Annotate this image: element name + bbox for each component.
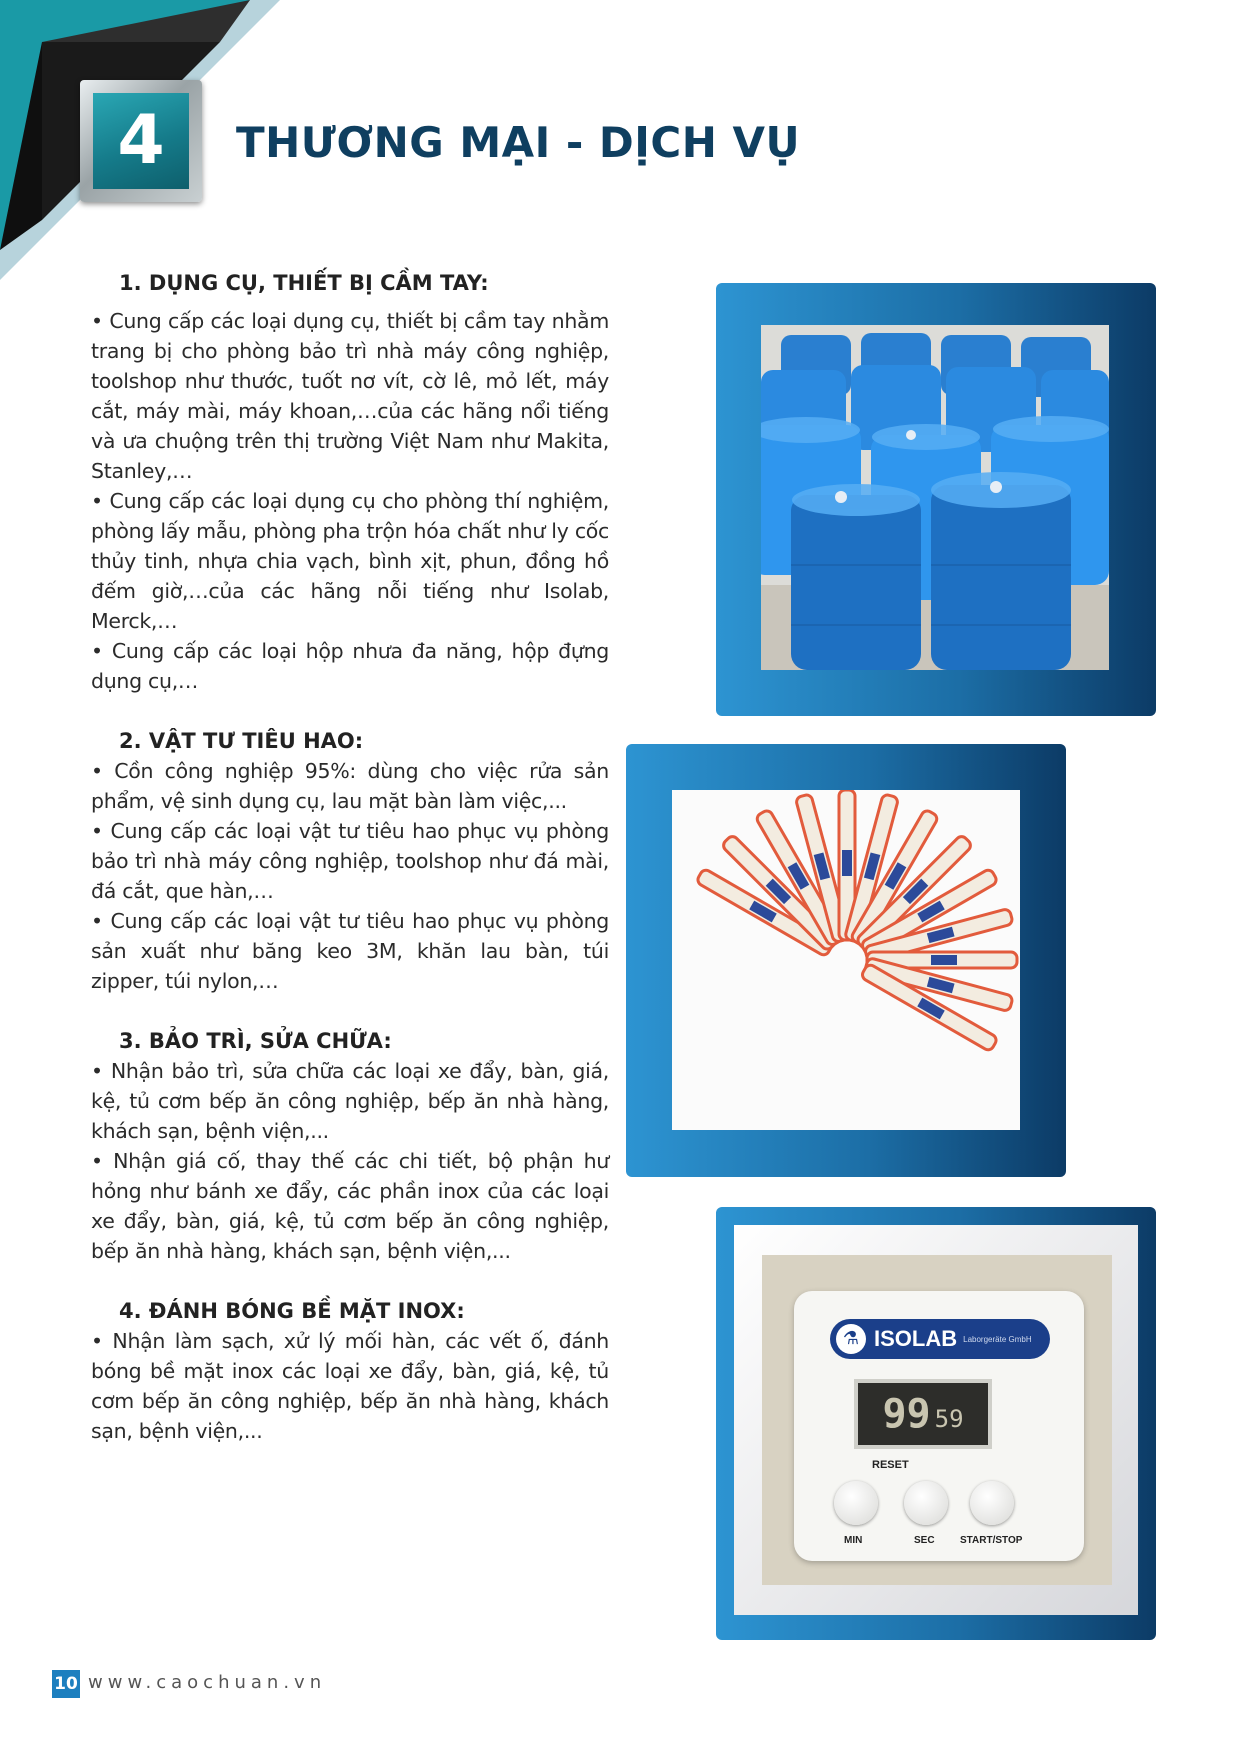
- start-stop-label: START/STOP: [960, 1535, 1023, 1546]
- section-heading-polishing: 4. ĐÁNH BÓNG BỀ MẶT INOX:: [119, 1299, 465, 1323]
- reset-label: RESET: [872, 1459, 909, 1471]
- paragraph: • Nhận giá cố, thay thế các chi tiết, bộ phận hư hỏng như bánh xe đẩy, các phần inox của các loại xe đẩy, bàn, giá, kệ, tủ cơm bếp ăn công nghiệp, bếp ăn nhà hàng, khách sạn, bệnh viện,...: [91, 1149, 609, 1263]
- barrels-photo-frame: [716, 283, 1156, 716]
- text-column: [91, 268, 609, 1446]
- timer-photo-frame: [716, 1207, 1156, 1640]
- sec-button[interactable]: [904, 1481, 948, 1525]
- section-heading-consumables: 2. VẬT TƯ TIÊU HAO:: [119, 729, 364, 753]
- paragraph: • Nhận bảo trì, sửa chữa các loại xe đẩy, bàn, giá, kệ, tủ cơm bếp ăn công nghiệp, bếp ăn nhà hàng, khách sạn, bệnh viện,...: [91, 1059, 609, 1143]
- paragraph: • Cồn công nghiệp 95%: dùng cho việc rửa sản phẩm, vệ sinh dụng cụ, lau mặt bàn làm việc,...: [91, 759, 609, 813]
- display-minutes: 99: [882, 1391, 931, 1437]
- min-label: MIN: [844, 1535, 863, 1546]
- start-stop-button[interactable]: [970, 1481, 1014, 1525]
- section-heading-maintenance: 3. BẢO TRÌ, SỬA CHỮA:: [119, 1029, 392, 1053]
- paragraph: • Cung cấp các loại dụng cụ cho phòng thí nghiệm, phòng lấy mẫu, phòng pha trộn hóa chất như ly cốc thủy tinh, nhựa chia vạch, bình xịt, phun, đồng hồ đếm giờ,…của các hãng nỗi tiếng như Isolab, Merck,…: [91, 489, 609, 633]
- barrels-photo: [761, 325, 1109, 670]
- section-number-badge: [80, 80, 202, 202]
- flask-icon: ⚗: [836, 1324, 866, 1354]
- min-button[interactable]: [834, 1481, 878, 1525]
- brand-name: ISOLAB: [874, 1326, 958, 1351]
- page-number: 10: [52, 1670, 80, 1698]
- isolab-logo: [830, 1319, 1050, 1359]
- brand-subtitle: Laborgeräte GmbH: [963, 1334, 1032, 1344]
- tubes-photo: [672, 790, 1020, 1130]
- tubes-photo-frame: [626, 744, 1066, 1177]
- paragraph: • Cung cấp các loại hộp nhưa đa năng, hộp đựng dụng cụ,…: [91, 639, 609, 693]
- section-number: 4: [117, 101, 165, 180]
- lcd-display: [854, 1379, 992, 1449]
- website-url[interactable]: www.caochuan.vn: [88, 1672, 327, 1693]
- page-title: THƯƠNG MẠI - DỊCH VỤ: [236, 118, 801, 167]
- paragraph: • Cung cấp các loại vật tư tiêu hao phục vụ phòng bảo trì nhà máy công nghiệp, toolshop như đá mài, đá cắt, que hàn,…: [91, 819, 609, 903]
- paragraph: • Cung cấp các loại vật tư tiêu hao phục vụ phòng sản xuất như băng keo 3M, khăn lau bàn, túi zipper, túi nylon,…: [91, 909, 609, 993]
- display-seconds: 59: [934, 1405, 964, 1433]
- paragraph: • Cung cấp các loại dụng cụ, thiết bị cầm tay nhằm trang bị cho phòng bảo trì nhà máy công nghiệp, toolshop như thước, tuốt nơ vít, cờ lê, mỏ lết, máy cắt, máy mài, máy khoan,…của các hãng nổi tiếng và ưa chuộng trên thị trường Việt Nam như Makita, Stanley,…: [91, 309, 609, 483]
- timer-photo: [734, 1225, 1138, 1615]
- sec-label: SEC: [914, 1535, 935, 1546]
- paragraph: • Nhận làm sạch, xử lý mối hàn, các vết ố, đánh bóng bề mặt inox các loại xe đẩy, bàn, giá, kệ, tủ cơm bếp ăn công nghiệp, bếp ăn nhà hàng, khách sạn, bệnh viện,...: [91, 1329, 609, 1443]
- section-heading-tools: 1. DỤNG CỤ, THIẾT BỊ CẦM TAY:: [119, 271, 489, 295]
